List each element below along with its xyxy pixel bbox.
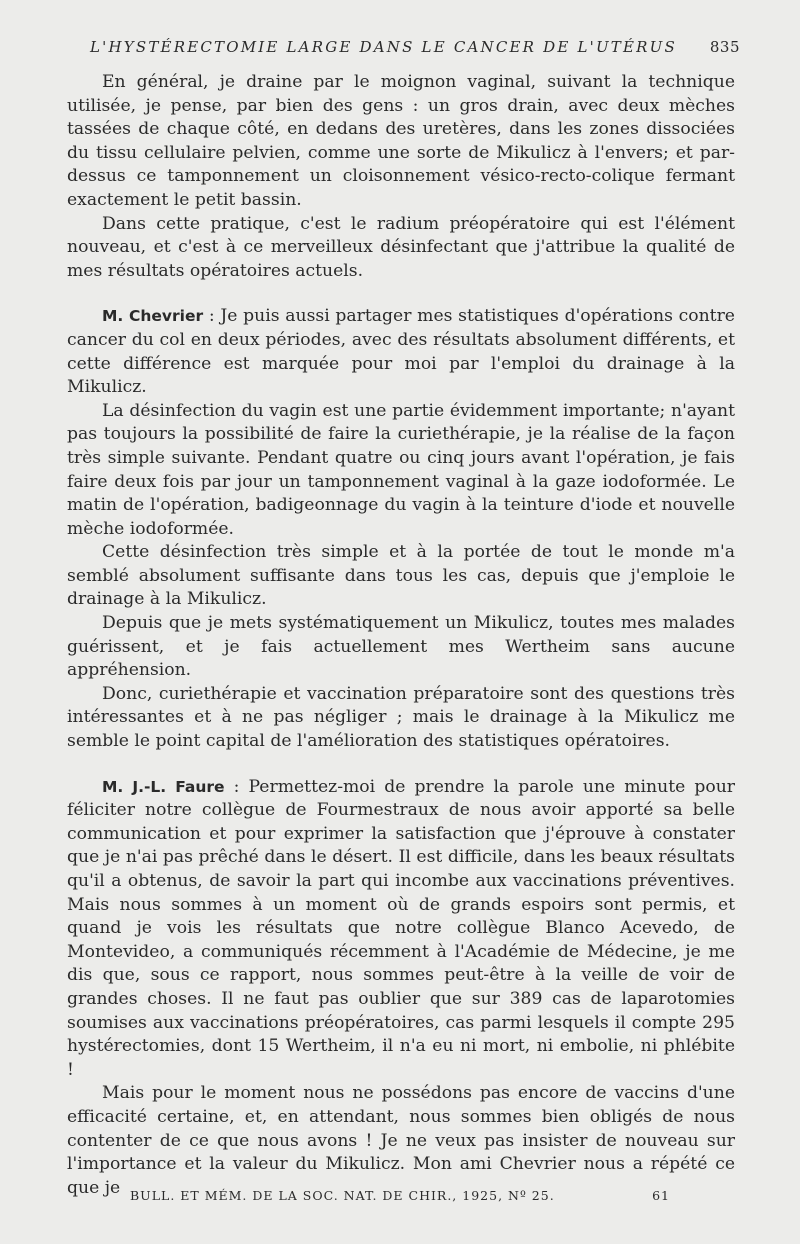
footer-citation: BULL. ET MÉM. DE LA SOC. NAT. DE CHIR., 1925, Nº 25. — [130, 1188, 555, 1203]
speaker-paragraph: M. J.-L. Faure : Permettez-moi de prendre la parole une minute pour féliciter notre collègue de Fourmestraux de nous avoir apporté sa belle communication et pour exprimer la satisfaction que j'éprouve à constater que je n'ai pas prêché dans le désert. Il est difficile, dans les beaux résultats qu'il a obtenus, de savoir la part qui incombe aux vaccinations préventives. Mais nous sommes à un moment où de grands espoirs sont permis, et quand je vois les résultats que notre collègue Blanco Acevedo, de Montevideo, a communiqués récemment à l'Académie de Médecine, je me dis que, sous ce rapport, nous sommes peut-être à la veille de voir de grandes choses. Il ne faut pas oublier que sur 389 cas de laparotomies soumises aux vaccinations préopératoires, cas parmi lesquels il compte 295 hystérectomies, dont 15 Wertheim, il n'a eu ni mort, ni embolie, ni phlébite ! — [67, 776, 735, 1080]
paragraph: Mais pour le moment nous ne possédons pas encore de vaccins d'une efficacité certaine, et, en attendant, nous sommes bien obligés de nous contenter de ce que nous avons ! Je ne veux pas insister de nouveau sur l'importance et la valeur du Mikulicz. Mon ami Chevrier nous a répété ce que je — [67, 1083, 735, 1198]
paragraph: Depuis que je mets systématiquement un Mikulicz, toutes mes malades guérissent, et je fais actuellement mes Wertheim sans aucune appréhension. — [67, 613, 735, 681]
page-footer — [130, 1188, 670, 1203]
speaker-name: M. Chevrier — [102, 307, 204, 326]
speaker-name: M. J.-L. Faure — [102, 777, 225, 796]
page-number: 835 — [709, 38, 740, 56]
paragraph: En général, je draine par le moignon vaginal, suivant la technique utilisée, je pense, par bien des gens : un gros drain, avec deux mèches tassées de chaque côté, en dedans des uretères, dans les zones dissociées du tissu cellulaire pelvien, comme une sorte de Mikulicz à l'envers; et par-dessus ce tamponnement un cloisonnement vésico-recto-colique fermant exactement le petit bassin. — [67, 72, 735, 210]
paragraph: La désinfection du vagin est une partie évidemment importante; n'ayant pas toujours la possibilité de faire la curiethérapie, je la réalise de la façon très simple suivante. Pendant quatre ou cinq jours avant l'opération, je fais faire deux fois par jour un tamponnement vaginal à la gaze iodoformée. Le matin de l'opération, badigeonnage du vagin à la teinture d'iode et nouvelle mèche iodoformée. — [67, 400, 735, 539]
speaker-paragraph: M. Chevrier : Je puis aussi partager mes statistiques d'opérations contre cancer du col en deux périodes, avec des résultats absolument différents, et cette différence est marquée pour moi par l'emploi du drainage à la Mikulicz. — [67, 306, 735, 398]
paragraph: Donc, curiethérapie et vaccination préparatoire sont des questions très intéressantes et à ne pas négliger ; mais le drainage à la Mikulicz me semble le point capital de l'amélioration des statistiques opératoires. — [67, 683, 735, 752]
running-title: L'HYSTÉRECTOMIE LARGE DANS LE CANCER DE L'UTÉRUS — [90, 38, 677, 56]
running-header — [90, 38, 740, 56]
signature-mark: 61 — [652, 1188, 670, 1203]
paragraph: Dans cette pratique, c'est le radium préopératoire qui est l'élément nouveau, et c'est à ce merveilleux désinfectant que j'attribue la qualité de mes résultats opératoires actuels. — [67, 213, 735, 281]
body-text — [67, 71, 735, 1200]
paragraph: Cette désinfection très simple et à la portée de tout le monde m'a semblé absolument suffisante dans tous les cas, depuis que j'emploie le drainage à la Mikulicz. — [67, 542, 735, 610]
